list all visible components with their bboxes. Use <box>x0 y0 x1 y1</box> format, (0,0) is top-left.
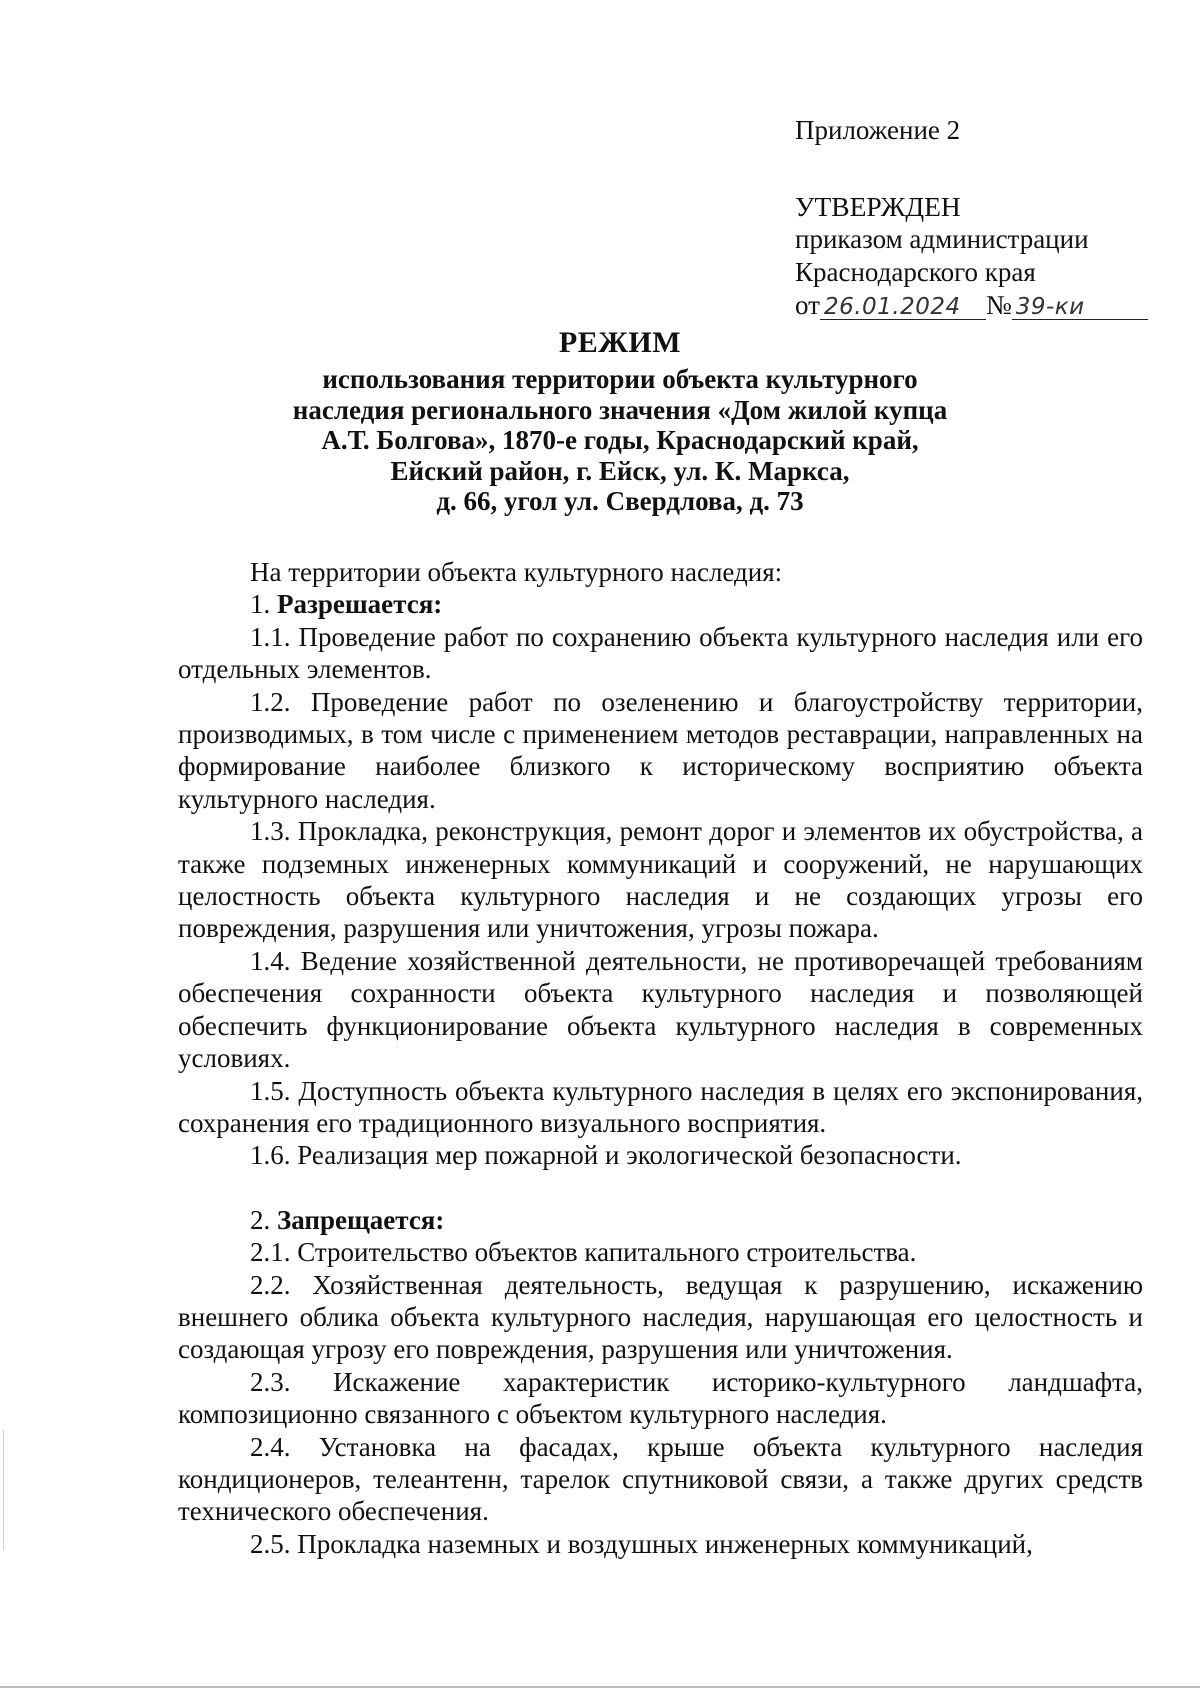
section-number: 2. <box>250 1204 271 1235</box>
clause-paragraph: 1.3. Прокладка, реконструкция, ремонт дорог и элементов их обустройства, а также подземных инженерных коммуникаций и сооружений, не нарушающих целостность объекта культурного наследия и не создающих угрозы его повреждения, разрушения или уничтожения, угрозы пожара. <box>178 816 1143 944</box>
clause-paragraph: 2.5. Прокладка наземных и воздушных инженерных коммуникаций, <box>250 1528 1033 1559</box>
section-heading-allowed <box>178 588 1143 620</box>
scan-edge-mark <box>3 1430 4 1550</box>
title-line: д. 66, угол ул. Свердлова, д. 73 <box>436 486 804 517</box>
intro-paragraph: На территории объекта культурного наследия: <box>250 557 783 587</box>
title-line: наследия регионального значения «Дом жилой купца <box>292 394 948 425</box>
approved-label: УТВЕРЖДЕН <box>795 191 961 222</box>
order-from-label: от <box>795 290 820 320</box>
clause-paragraph: 1.1. Проведение работ по сохранению объекта культурного наследия или его отдельных элементов. <box>178 621 1143 685</box>
clause-paragraph: 2.1. Строительство объектов капитального строительства. <box>250 1237 917 1268</box>
clause-paragraph: 2.3. Искажение характеристик историко-культурного ландшафта, композиционно связанного с объектом культурного наследия. <box>178 1366 1143 1430</box>
section-number: 1. <box>250 589 271 620</box>
order-line <box>795 289 1155 322</box>
handwritten-date: 26.01.2024 <box>820 295 986 320</box>
document-body <box>178 556 1143 1560</box>
approval-region: Краснодарского края <box>795 257 1036 287</box>
document-title: РЕЖИМ <box>558 326 682 359</box>
section-label: Разрешается: <box>277 589 443 620</box>
title-line: А.Т. Болгова», 1870-е годы, Краснодарский край, <box>321 425 919 456</box>
handwritten-number: 39-ки <box>1012 295 1148 320</box>
appendix-label: Приложение 2 <box>795 115 961 145</box>
title-line: Ейский район, г. Ейск, ул. К. Маркса, <box>390 455 850 486</box>
order-number-label: № <box>985 290 1012 320</box>
section-heading-prohibited <box>178 1204 1143 1236</box>
section-label: Запрещается: <box>277 1204 445 1235</box>
clause-paragraph: 2.4. Установка на фасадах, крыше объекта культурного наследия кондиционеров, телеантенн, тарелок спутниковой связи, а также других средств технического обеспечения. <box>178 1431 1143 1527</box>
section-spacer <box>178 1172 1143 1204</box>
clause-paragraph: 1.5. Доступность объекта культурного наследия в целях его экспонирования, сохранения его традиционного визуального восприятия. <box>178 1075 1143 1138</box>
clause-paragraph: 1.2. Проведение работ по озеленению и благоустройству территории, производимых, в том числе с применением методов реставрации, направленных на формирование наиболее близкого к историческому восприятию объекта культурного наследия. <box>178 686 1143 814</box>
title-line: использования территории объекта культурного <box>322 364 918 394</box>
document-title-block <box>230 326 1010 517</box>
approval-by-order: приказом администрации <box>795 224 1089 254</box>
clause-paragraph: 1.4. Ведение хозяйственной деятельности, не противоречащей требованиям обеспечения сохранности объекта культурного наследия и позволяющей обеспечить функционирование объекта культурного наследия в современных условиях. <box>178 945 1143 1074</box>
clause-paragraph: 1.6. Реализация мер пожарной и экологической безопасности. <box>250 1140 962 1171</box>
scan-bottom-edge <box>0 1686 1200 1688</box>
approval-block <box>795 114 1155 322</box>
clause-paragraph: 2.2. Хозяйственная деятельность, ведущая к разрушению, искажению внешнего облика объекта культурного наследия, нарушающая его целостность и создающая угрозу его повреждения, разрушения или уничтожения. <box>178 1269 1143 1365</box>
